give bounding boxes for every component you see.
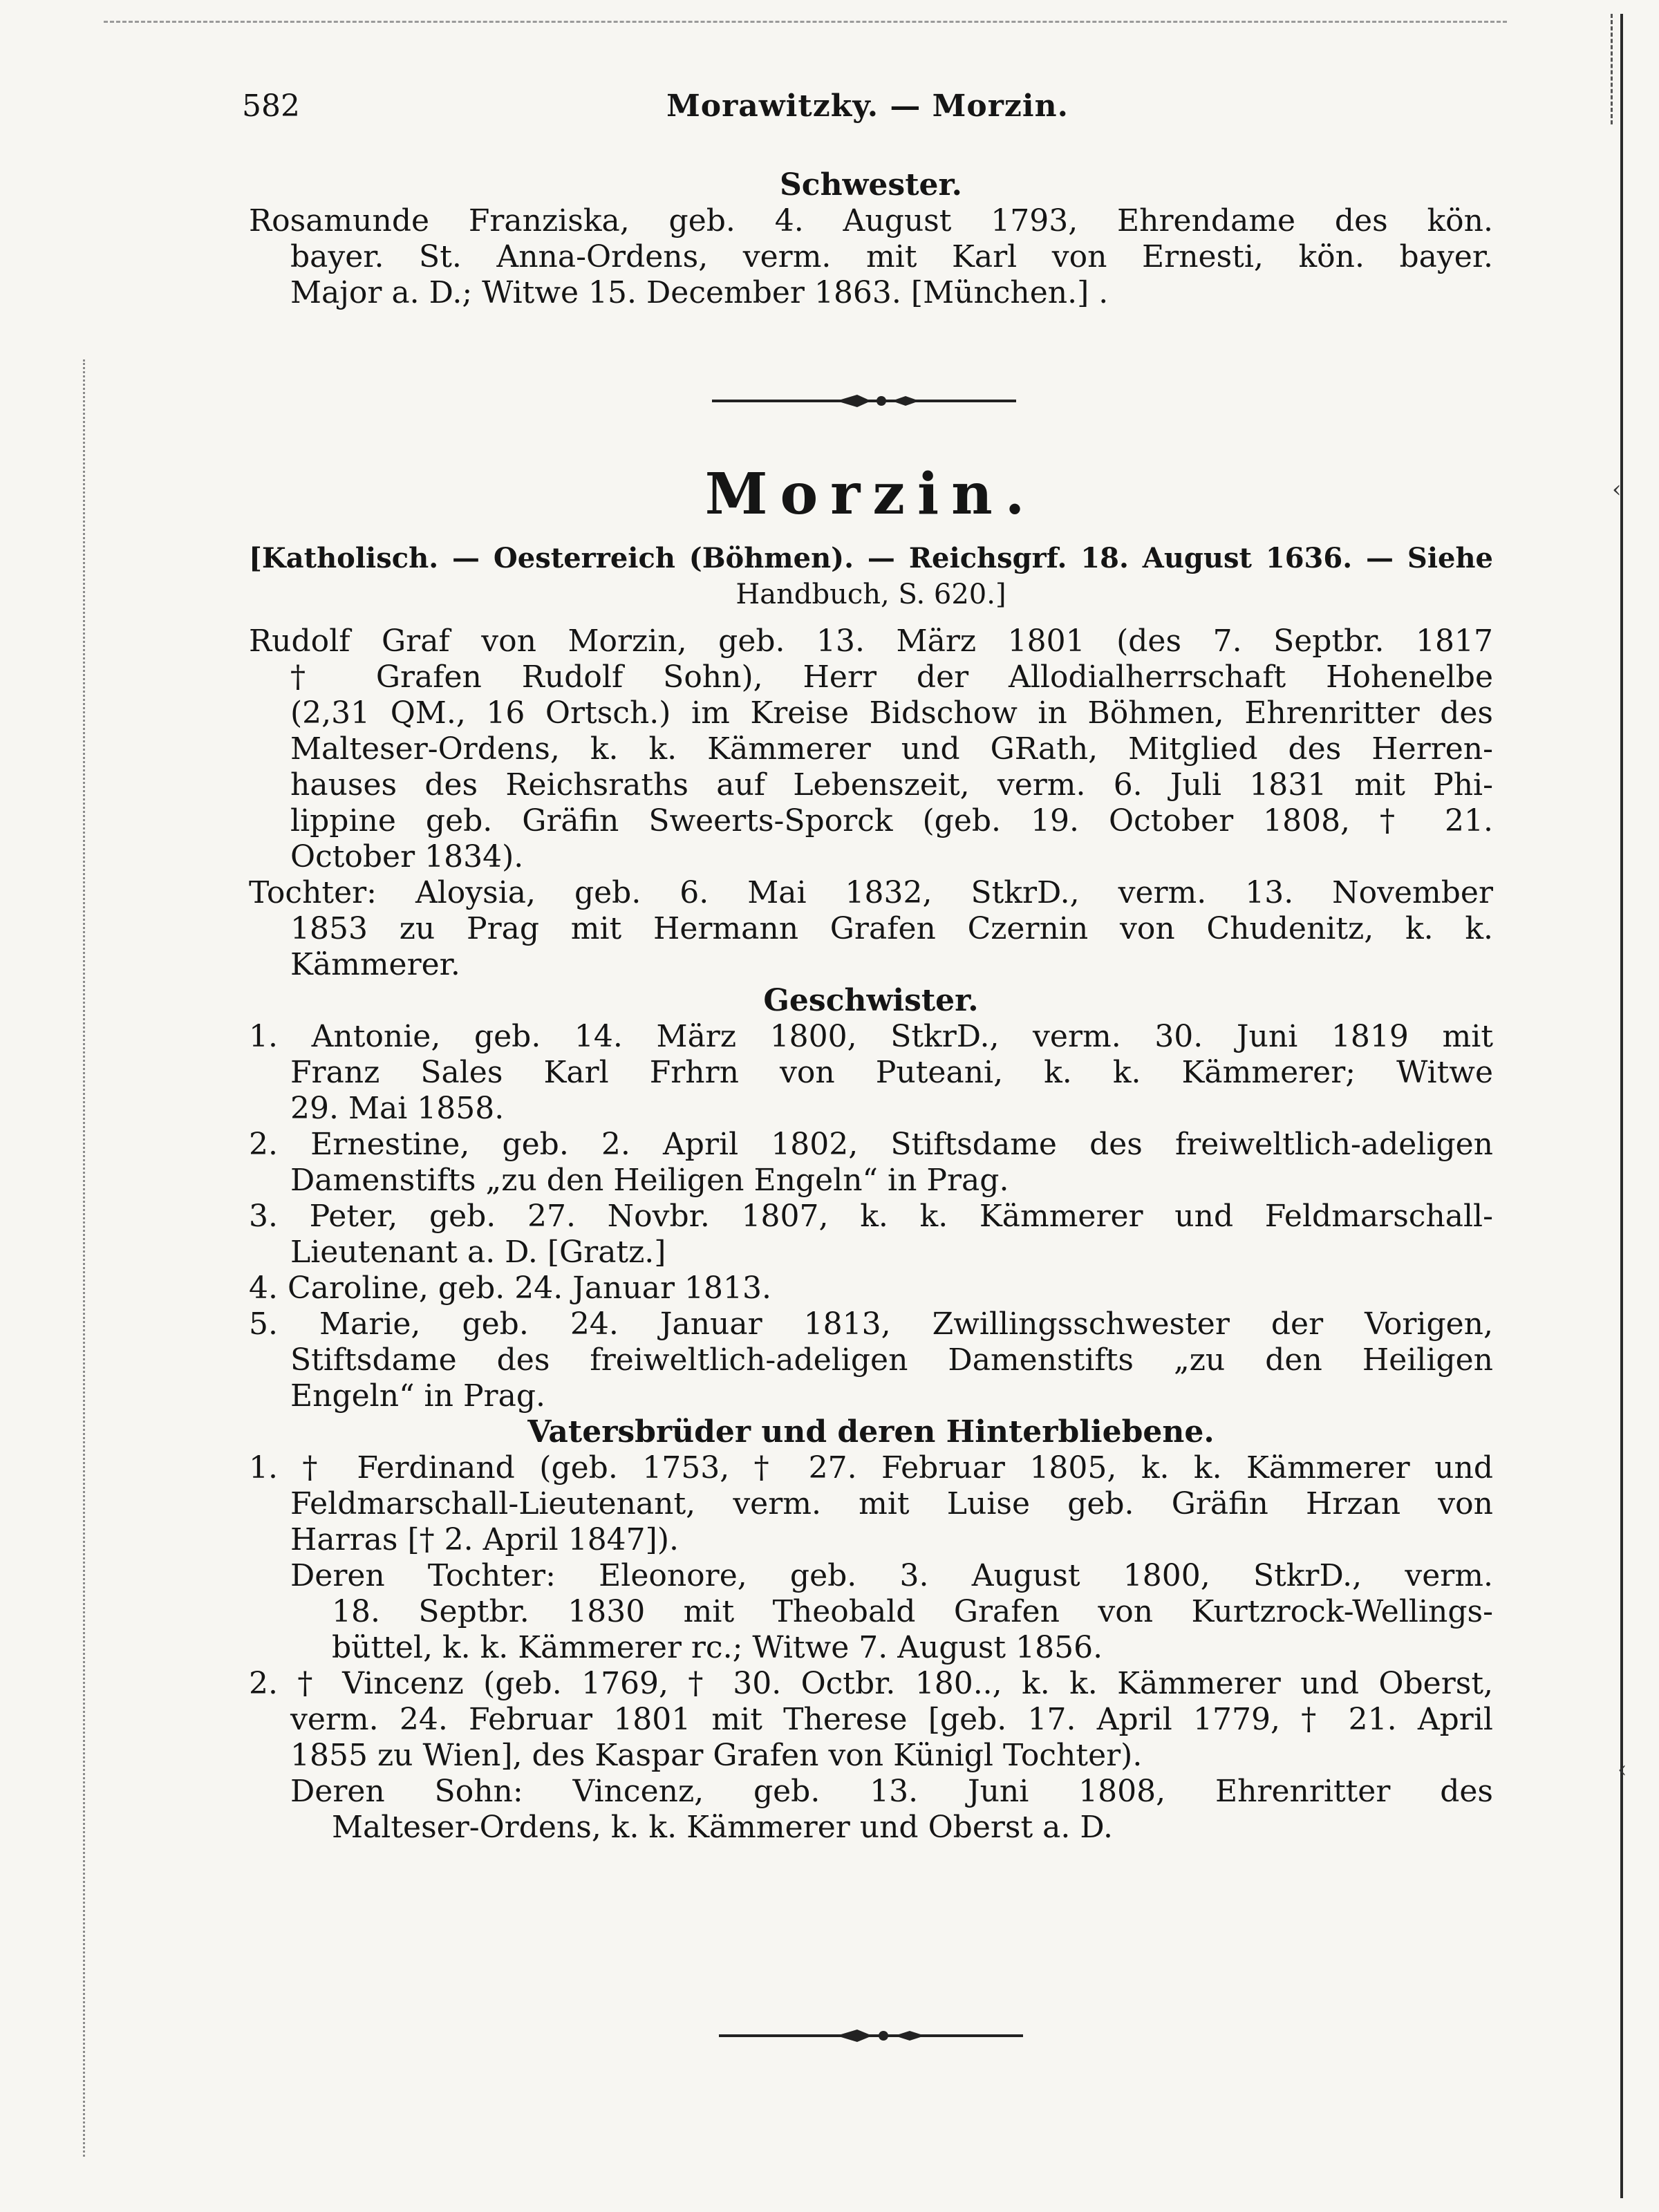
text-line: Rosamunde Franziska, geb. 4. August 1793, Ehrendame des kön. [249,203,1493,238]
uncle-line: Deren Tochter: Eleonore, geb. 3. August 1800, StkrD., verm. [290,1558,1493,1593]
sibling-line: Engeln“ in Prag. [290,1378,545,1414]
text-line: October 1834). [290,839,524,874]
head-of-family [249,624,1493,875]
sibling-line: 4. Caroline, geb. 24. Januar 1813. [249,1271,771,1306]
scan-edge-left [83,359,85,2157]
margin-mark: ‹ [1612,476,1622,503]
scan-edge-top [104,21,1507,23]
text-line: Malteser-Ordens, k. k. Kämmerer und GRath, Mitglied des Herren- [290,731,1493,767]
text-line: bayer. St. Anna-Ordens, verm. mit Karl von Ernesti, kön. bayer. [290,239,1493,274]
ornament-divider-graphic [712,391,1016,411]
uncle-line: 2. † Vincenz (geb. 1769, † 30. Octbr. 180.., k. k. Kämmerer und Oberst, [249,1666,1493,1701]
sibling-line: Damenstifts „zu den Heiligen Engeln“ in Prag. [290,1163,1009,1198]
margin-mark: ‹ [1618,1756,1627,1783]
text-line: 1853 zu Prag mit Hermann Grafen Czernin von Chudenitz, k. k. [290,911,1493,946]
section-heading: Schwester. [780,167,962,203]
intro-line: [Katholisch. — Oesterreich (Böhmen). — Reichsgrf. 18. August 1636. — Siehe [249,542,1493,574]
sibling-line: 3. Peter, geb. 27. Novbr. 1807, k. k. Kämmerer und Feldmarschall- [249,1199,1493,1234]
intro-line: Handbuch, S. 620.] [735,579,1006,610]
running-head: Morawitzky. — Morzin. [666,88,1069,124]
uncle-line: 1. † Ferdinand (geb. 1753, † 27. Februar 1805, k. k. Kämmerer und [249,1450,1493,1485]
text-line: lippine geb. Gräfin Sweerts-Sporck (geb. 19. October 1808, † 21. [290,803,1493,838]
scan-edge-right-dashed [1611,14,1613,124]
morzin-intro [249,541,1493,612]
uncle-line: Harras [† 2. April 1847]). [290,1522,679,1557]
uncle-line: büttel, k. k. Kämmerer rc.; Witwe 7. August 1856. [332,1630,1103,1665]
uncle-line: 1855 zu Wien], des Kaspar Grafen von Künigl Tochter). [290,1738,1143,1773]
daughter-entry [249,875,1493,983]
sibling-line: 1. Antonie, geb. 14. März 1800, StkrD., verm. 30. Juni 1819 mit [249,1019,1493,1054]
siblings-section [249,983,1493,1414]
uncle-line: Feldmarschall-Lieutenant, verm. mit Luise geb. Gräfin Hrzan von [290,1486,1493,1521]
uncles-section [249,1414,1493,1846]
uncle-line: 18. Septbr. 1830 mit Theobald Grafen von Kurtzrock-Wellings- [332,1594,1493,1629]
section-heading: Vatersbrüder und deren Hinterbliebene. [527,1414,1215,1450]
sibling-line: 29. Mai 1858. [290,1091,505,1126]
sibling-line: 5. Marie, geb. 24. Januar 1813, Zwillingsschwester der Vorigen, [249,1306,1493,1342]
sibling-line: Franz Sales Karl Frhrn von Puteani, k. k. Kämmerer; Witwe [290,1055,1493,1090]
uncle-line: Malteser-Ordens, k. k. Kämmerer und Oberst a. D. [332,1810,1114,1845]
text-line: Tochter: Aloysia, geb. 6. Mai 1832, StkrD., verm. 13. November [249,875,1493,910]
sibling-line: Lieutenant a. D. [Gratz.] [290,1235,666,1270]
uncle-line: Deren Sohn: Vincenz, geb. 13. Juni 1808, Ehrenritter des [290,1774,1493,1809]
family-title: Morzin. [704,461,1038,527]
page-header [242,88,1493,137]
text-line: Rudolf Graf von Morzin, geb. 13. März 1801 (des 7. Septbr. 1817 [249,624,1493,659]
text-line: Major a. D.; Witwe 15. December 1863. [München.] . [290,275,1109,310]
section-heading: Geschwister. [763,983,979,1018]
sibling-line: Stiftsdame des freiweltlich-adeligen Damenstifts „zu den Heiligen [290,1342,1493,1378]
ornament-divider [719,2025,1023,2046]
text-line: hauses des Reichsraths auf Lebenszeit, verm. 6. Juli 1831 mit Phi- [290,767,1493,803]
morzin-title-block [249,456,1493,532]
scan-edge-right [1620,14,1623,2198]
page-number: 582 [242,88,300,124]
uncle-line: verm. 24. Februar 1801 mit Therese [geb. 17. April 1779, † 21. April [290,1702,1493,1737]
ornament-divider [712,391,1016,411]
text-line: (2,31 QM., 16 Ortsch.) im Kreise Bidschow in Böhmen, Ehrenritter des [290,695,1493,731]
sibling-line: 2. Ernestine, geb. 2. April 1802, Stiftsdame des freiweltlich-adeligen [249,1127,1493,1162]
prev-section [249,167,1493,311]
ornament-divider-graphic [719,2025,1023,2046]
text-line: Kämmerer. [290,947,460,982]
text-line: † Grafen Rudolf Sohn), Herr der Allodialherrschaft Hohenelbe [290,659,1493,695]
